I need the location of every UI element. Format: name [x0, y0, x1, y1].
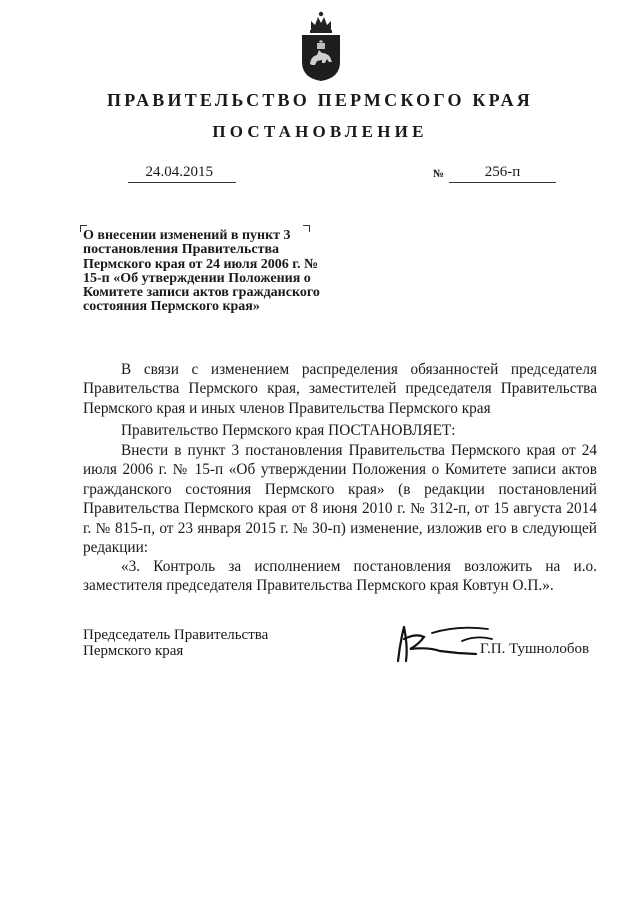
date-value: 24.04.2015 — [145, 164, 213, 180]
body-paragraph-3: Внести в пункт 3 постановления Правительства Пермского края от 24 июля 2006 г. № 15-п «Об утверждении Положения о Комитете записи актов гражданского состояния Пермского края» (в редакции постановлений Правительства Пермского края от 8 июня 2010 г. № 312-п, от 15 августа 2014 г. № 815-п, от 23 января 2015 г. № 30-п) изменение, изложив его в следующей редакции: — [83, 442, 597, 557]
number-sign: № — [433, 168, 445, 180]
body-paragraph-4: «3. Контроль за исполнением постановления возложить на и.о. заместителя председателя Правительства Пермского края Ковтун О.П.». — [83, 558, 597, 595]
signer-title — [83, 627, 268, 659]
organization-title: ПРАВИТЕЛЬСТВО ПЕРМСКОГО КРАЯ — [107, 90, 533, 110]
signer-title-line-1: Председатель Правительства — [83, 627, 269, 643]
number-field: 256-п — [449, 164, 556, 183]
body-paragraph-1: В связи с изменением распределения обязанностей председателя Правительства Пермского края, заместителей председателя Правительства Пермского края и иных членов Правительства Пермского края — [83, 361, 597, 417]
perm-krai-coat-of-arms-icon — [299, 10, 343, 82]
signer-name: Г.П. Тушнолобов — [480, 641, 590, 657]
document-subject: О внесении изменений в пункт 3 постановления Правительства Пермского края от 24 июля 2006 г. № 15-п «Об утверждении Положения о Комитете записи актов гражданского состояния Пермского края» — [83, 228, 320, 315]
body-paragraph-2: Правительство Пермского края ПОСТАНОВЛЯЕТ: — [121, 422, 456, 439]
date-field — [128, 164, 236, 183]
signer-title-line-2: Пермского края — [83, 643, 184, 659]
document-type-title: ПОСТАНОВЛЕНИЕ — [212, 122, 428, 141]
